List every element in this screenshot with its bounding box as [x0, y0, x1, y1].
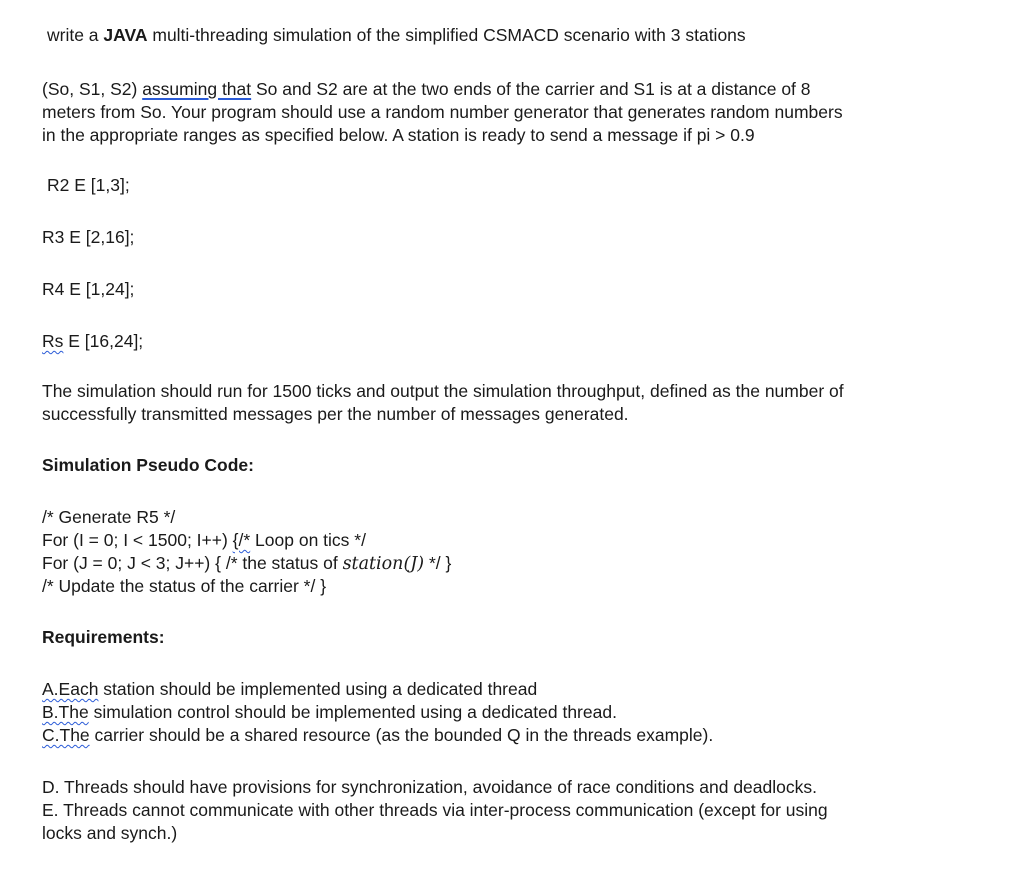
- pseudo-line2-rest: Loop on tics */: [250, 530, 366, 550]
- req-a-text: station should be implemented using a dedicated thread: [98, 679, 538, 699]
- pseudo-heading: Simulation Pseudo Code:: [42, 455, 254, 475]
- requirements-heading: Requirements:: [42, 627, 165, 647]
- requirement-c: [42, 724, 713, 747]
- intro-line: [47, 24, 746, 47]
- pseudo-line3-rest: */ }: [424, 553, 452, 573]
- range-r3: R3 E [2,16];: [42, 227, 135, 247]
- range-r5: [42, 330, 143, 353]
- pseudo-line2-text: For (I = 0; I < 1500; I++): [42, 530, 233, 550]
- para1-line3: in the appropriate ranges as specified below. A station is ready to send a message if pi > 0.9: [42, 125, 755, 145]
- para1-text: (So, S1, S2): [42, 79, 143, 99]
- para1-line1: [42, 78, 811, 101]
- range-r5-rest: E [16,24];: [63, 331, 144, 351]
- req-a-label: A.Each: [42, 679, 99, 699]
- req-b-text: simulation control should be implemented using a dedicated thread.: [88, 702, 617, 722]
- pseudo-line1: /* Generate R5 */: [42, 507, 176, 527]
- pseudo-line4: /* Update the status of the carrier */ }: [42, 576, 327, 596]
- req-b-label: B.The: [42, 702, 89, 722]
- para2-line1: The simulation should run for 1500 ticks and output the simulation throughput, defined as the number of: [42, 381, 844, 401]
- assuming-that-underlined: assuming that: [142, 79, 252, 99]
- para1-text-rest: So and S2 are at the two ends of the carrier and S1 is at a distance of 8: [251, 79, 811, 99]
- requirement-e-line2: locks and synch.): [42, 823, 178, 843]
- req-c-label: C.The: [42, 725, 90, 745]
- para1-line2: meters from So. Your program should use a random number generator that generates random numbers: [42, 102, 843, 122]
- java-bold: JAVA: [103, 25, 148, 45]
- requirement-b: [42, 701, 617, 724]
- pseudo-line2: [42, 529, 366, 552]
- pseudo-line3: [42, 552, 451, 576]
- para2-line2: successfully transmitted messages per the number of messages generated.: [42, 404, 629, 424]
- intro-text: write a: [47, 25, 104, 45]
- station-math: station(J): [342, 554, 425, 574]
- pseudo-line3-text: For (J = 0; J < 3; J++) { /* the status of: [42, 553, 343, 573]
- requirement-a: [42, 678, 537, 701]
- intro-text-rest: multi-threading simulation of the simplified CSMACD scenario with 3 stations: [147, 25, 746, 45]
- requirement-d: D. Threads should have provisions for synchronization, avoidance of race conditions and deadlocks.: [42, 777, 817, 797]
- brace-comment-squiggle: {/*: [232, 530, 251, 550]
- range-r2: R2 E [1,3];: [47, 175, 130, 195]
- range-r4: R4 E [1,24];: [42, 279, 135, 299]
- req-c-text: carrier should be a shared resource (as the bounded Q in the threads example).: [89, 725, 714, 745]
- rs-squiggle: Rs: [42, 331, 64, 351]
- requirement-e-line1: E. Threads cannot communicate with other threads via inter-process communication (except for using: [42, 800, 828, 820]
